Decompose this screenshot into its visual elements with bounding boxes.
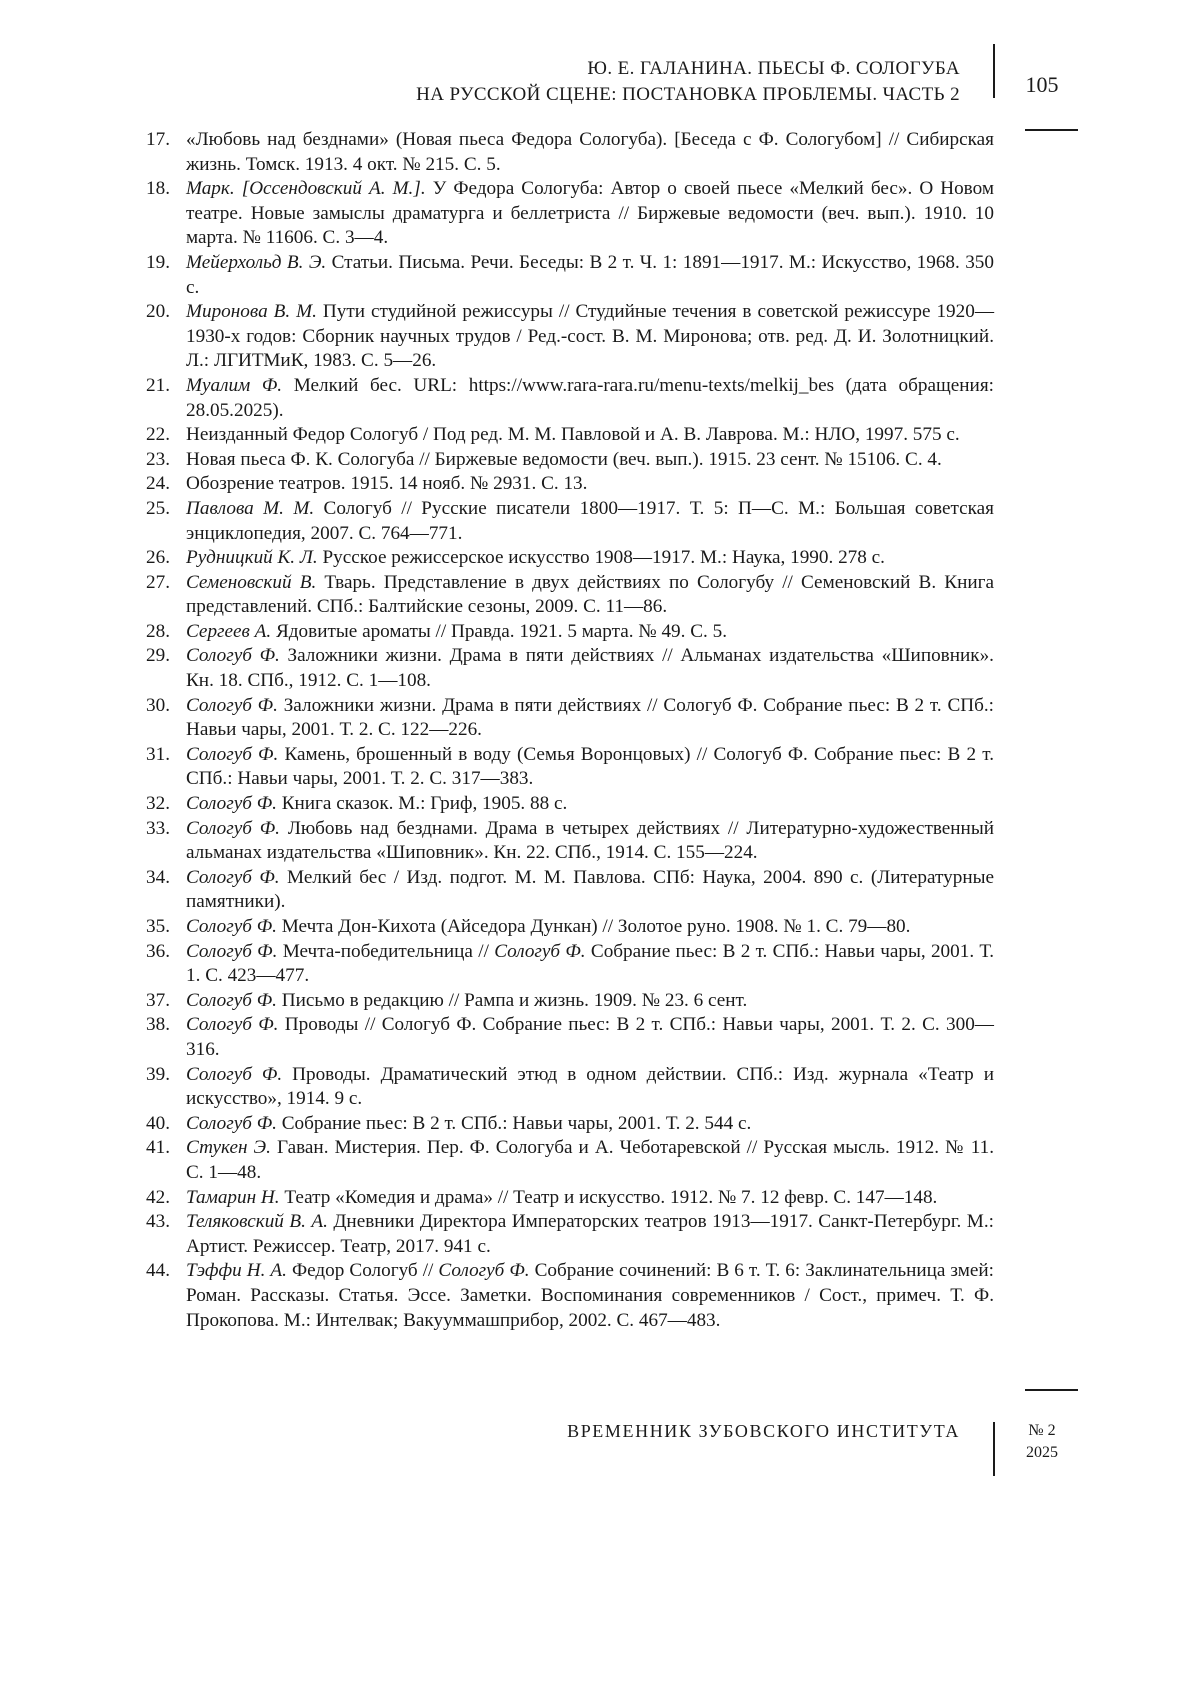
reference-item [118, 694, 994, 743]
reference-text [186, 1136, 994, 1185]
reference-text [186, 1210, 994, 1259]
reference-citation: Любовь над безднами. Драма в четырех действиях // Литературно-художественный альманах издательства «Шиповник». Кн. 22. СПб., 1914. С. 155—224. [186, 817, 994, 864]
reference-number: 17. [146, 129, 170, 150]
reference-citation: Пути студийной режиссуры // Студийные течения в советской режиссуре 1920—1930-х годов: Сборник научных трудов / Ред.-сост. В. М. Миронова; отв. ред. Д. И. Золотницкий. Л.: ЛГИТМиК, 1983. С. 5—26. [186, 301, 995, 372]
reference-citation: «Любовь над безднами» (Новая пьеса Федора Сологуба). [Беседа с Ф. Сологубом] // Сибирская жизнь. Томск. 1913. 4 окт. № 215. С. 5. [186, 129, 994, 175]
reference-citation: Собрание пьес: В 2 т. СПб.: Навьи чары, 2001. Т. 2. 544 с. [276, 1112, 752, 1134]
reference-author: Муалим Ф. [186, 374, 283, 396]
running-header [0, 0, 1100, 140]
reference-item [118, 1013, 994, 1062]
reference-item [118, 743, 994, 792]
reference-citation: Письмо в редакцию // Рампа и жизнь. 1909. № 23. 6 сент. [276, 989, 748, 1011]
reference-number: 20. [146, 301, 170, 323]
reference-citation: Заложники жизни. Драма в пяти действиях // Альманах издательства «Шиповник». Кн. 18. СПб., 1912. С. 1—108. [186, 645, 994, 692]
reference-citation: Обозрение театров. 1915. 14 нояб. № 2931. С. 13. [186, 473, 588, 495]
reference-item [118, 546, 994, 571]
reference-text [186, 300, 994, 374]
reference-text [186, 940, 994, 989]
reference-author: Сологуб Ф. [186, 940, 278, 962]
reference-text [186, 989, 994, 1014]
reference-number: 25. [146, 497, 170, 519]
reference-citation: Мелкий бес. URL: https://www.rara-rara.ru/menu-texts/melkij_bes (дата обращения: 28.05.2025). [186, 374, 994, 421]
reference-number: 28. [146, 620, 170, 642]
reference-number: 32. [146, 793, 170, 815]
reference-text [186, 423, 994, 448]
reference-number: 31. [146, 743, 170, 765]
reference-item [118, 448, 994, 473]
reference-author: Стукен Э. [186, 1137, 271, 1159]
reference-item [118, 989, 994, 1014]
reference-item [118, 1063, 994, 1112]
reference-number: 44. [146, 1260, 170, 1282]
reference-citation: У Федора Сологуба: Автор о своей пьесе «Мелкий бес». О Новом театре. Новые замыслы драматурга и беллетриста // Биржевые ведомости (веч. вып.). 1910. 10 марта. № 11606. С. 3—4. [186, 178, 994, 249]
reference-text [186, 792, 994, 817]
reference-citation: Гаван. Мистерия. Пер. Ф. Сологуба и А. Чеботаревской // Русская мысль. 1912. № 11. С. 1—48. [186, 1137, 994, 1183]
reference-citation: Неизданный Федор Сологуб / Под ред. М. М. Павловой и А. В. Лаврова. М.: НЛО, 1997. 575 с. [186, 424, 960, 446]
reference-number: 24. [146, 473, 170, 495]
running-title [416, 56, 960, 108]
reference-text [186, 694, 994, 743]
reference-text [186, 644, 994, 693]
reference-author: Марк. [Оссендовский А. М.]. [186, 178, 426, 200]
reference-citation: Проводы // Сологуб Ф. Собрание пьес: В 2 т. СПб.: Навьи чары, 2001. Т. 2. С. 300—316. [186, 1014, 994, 1060]
reference-text [186, 1112, 994, 1137]
reference-number: 18. [146, 178, 170, 200]
reference-number: 38. [146, 1014, 170, 1036]
reference-citation: Статьи. Письма. Речи. Беседы: В 2 т. Ч. 1: 1891—1917. М.: Искусство, 1968. 350 с. [186, 251, 994, 298]
reference-text [186, 472, 994, 497]
reference-text [186, 448, 994, 473]
reference-citation: Дневники Директора Императорских театров 1913—1917. Санкт-Петербург. М.: Артист. Режиссер. Театр, 2017. 941 с. [186, 1211, 994, 1257]
reference-citation: Мечта-победительница // [277, 940, 495, 962]
reference-citation: Мелкий бес / Изд. подгот. М. М. Павлова. СПб: Наука, 2004. 890 с. (Литературные памятники). [186, 866, 994, 913]
reference-number: 40. [146, 1112, 170, 1134]
reference-item [118, 472, 994, 497]
reference-citation: Проводы. Драматический этюд в одном действии. СПб.: Изд. журнала «Театр и искусство», 1914. 9 с. [186, 1063, 995, 1110]
reference-item [118, 792, 994, 817]
reference-number: 21. [146, 374, 170, 396]
reference-author: Мейерхольд В. Э. [186, 251, 327, 273]
reference-text [186, 1186, 994, 1211]
reference-author: Сологуб Ф. [186, 817, 280, 839]
reference-number: 34. [146, 866, 170, 888]
reference-citation: Мечта Дон-Кихота (Айседора Дункан) // Золотое руно. 1908. № 1. С. 79—80. [276, 916, 911, 937]
reference-citation: Новая пьеса Ф. К. Сологуба // Биржевые ведомости (веч. вып.). 1915. 23 сент. № 15106. С. 4. [186, 448, 942, 470]
reference-text [186, 374, 994, 423]
reference-author: Сергеев А. [186, 620, 272, 642]
reference-item [118, 1136, 994, 1185]
reference-number: 36. [146, 940, 170, 962]
reference-citation: Заложники жизни. Драма в пяти действиях // Сологуб Ф. Собрание пьес: В 2 т. СПб.: Навьи чары, 2001. Т. 2. С. 122—226. [186, 694, 994, 741]
reference-number: 33. [146, 817, 170, 839]
reference-citation: Федор Сологуб // [286, 1260, 439, 1282]
reference-item [118, 915, 994, 940]
reference-citation: Собрание пьес: В 2 т. СПб.: Навьи чары, 2001. Т. 1. С. 423—477. [186, 940, 995, 987]
reference-number: 37. [146, 989, 170, 1011]
reference-author: Сологуб Ф. [494, 940, 586, 962]
reference-text [186, 571, 994, 620]
reference-citation: Собрание сочинений: В 6 т. Т. 6: Заклинательница змей: Роман. Рассказы. Статья. Эссе. Заметки. Воспоминания современников / Сост., примеч. Т. Ф. Прокопова. М.: Интелвак; Вакууммашприбор, 2002. С. 467—483. [186, 1260, 994, 1331]
reference-text [186, 1063, 994, 1112]
reference-citation: Ядовитые ароматы // Правда. 1921. 5 марта. № 49. С. 5. [271, 620, 728, 642]
reference-number: 19. [146, 251, 170, 273]
reference-text [186, 177, 994, 251]
reference-text [186, 866, 994, 915]
reference-author: Сологуб Ф. [438, 1260, 530, 1282]
reference-author: Сологуб Ф. [186, 793, 277, 815]
reference-text [186, 1259, 994, 1333]
reference-text [186, 817, 994, 866]
reference-text [186, 620, 994, 645]
reference-number: 35. [146, 916, 170, 937]
reference-item [118, 177, 994, 251]
reference-item [118, 423, 994, 448]
reference-author: Тэффи Н. А. [186, 1260, 287, 1282]
reference-citation: Камень, брошенный в воду (Семья Воронцовых) // Сологуб Ф. Собрание пьес: В 2 т. СПб.: Навьи чары, 2001. Т. 2. С. 317—383. [186, 743, 994, 790]
reference-citation: Театр «Комедия и драма» // Театр и искусство. 1912. № 7. 12 февр. С. 147—148. [279, 1186, 938, 1208]
reference-item [118, 1259, 994, 1333]
reference-item [118, 571, 994, 620]
reference-item [118, 1210, 994, 1259]
reference-author: Теляковский В. А. [186, 1211, 328, 1233]
reference-author: Сологуб Ф. [186, 916, 277, 937]
reference-item [118, 817, 994, 866]
reference-item [118, 644, 994, 693]
reference-number: 39. [146, 1063, 170, 1085]
reference-item [118, 128, 994, 177]
issue-info [1012, 1420, 1072, 1464]
reference-author: Павлова М. М. [186, 497, 315, 519]
reference-text [186, 915, 994, 940]
footer-divider [993, 1422, 995, 1476]
reference-list [118, 128, 994, 1333]
reference-number: 26. [146, 547, 170, 569]
page-number-underline [1025, 129, 1078, 131]
reference-author: Рудницкий К. Л. [186, 547, 318, 569]
reference-number: 22. [146, 424, 170, 446]
reference-item [118, 620, 994, 645]
journal-name: ВРЕМЕННИК ЗУБОВСКОГО ИНСТИТУТА [567, 1421, 960, 1441]
running-title-line-1: Ю. Е. ГАЛАНИНА. ПЬЕСЫ Ф. СОЛОГУБА [587, 58, 960, 79]
reference-author: Семеновский В. [186, 571, 317, 593]
reference-text [186, 743, 994, 792]
reference-citation: Русское режиссерское искусство 1908—1917. М.: Наука, 1990. 278 с. [317, 547, 885, 569]
reference-item [118, 300, 994, 374]
reference-text [186, 1013, 994, 1062]
reference-citation: Книга сказок. М.: Гриф, 1905. 88 с. [276, 793, 568, 815]
reference-item [118, 866, 994, 915]
reference-item [118, 374, 994, 423]
reference-author: Сологуб Ф. [186, 1112, 277, 1134]
reference-author: Сологуб Ф. [186, 989, 277, 1011]
page-number: 105 [1025, 72, 1059, 97]
reference-citation: Сологуб // Русские писатели 1800—1917. Т. 5: П—С. М.: Большая советская энциклопедия, 2007. С. 764—771. [186, 497, 994, 544]
reference-number: 29. [146, 645, 170, 667]
reference-number: 42. [146, 1186, 170, 1208]
reference-text [186, 251, 994, 300]
reference-text [186, 546, 994, 571]
reference-item [118, 497, 994, 546]
reference-author: Тамарин Н. [186, 1186, 280, 1208]
reference-author: Миронова В. М. [186, 301, 317, 323]
footer-rule [1025, 1389, 1078, 1391]
reference-author: Сологуб Ф. [186, 1014, 279, 1036]
reference-item [118, 251, 994, 300]
reference-citation: Тварь. Представление в двух действиях по Сологубу // Семеновский В. Книга представлений. СПб.: Балтийские сезоны, 2009. С. 11—86. [186, 571, 994, 618]
reference-author: Сологуб Ф. [186, 743, 279, 765]
reference-number: 41. [146, 1137, 170, 1159]
issue-number: № 2 [1028, 1422, 1056, 1439]
reference-item [118, 1112, 994, 1137]
reference-author: Сологуб Ф. [186, 645, 280, 667]
reference-item [118, 940, 994, 989]
reference-author: Сологуб Ф. [186, 1063, 283, 1085]
reference-author: Сологуб Ф. [186, 694, 278, 716]
reference-text [186, 128, 994, 177]
reference-item [118, 1186, 994, 1211]
reference-text [186, 497, 994, 546]
reference-author: Сологуб Ф. [186, 866, 280, 888]
running-title-line-2: НА РУССКОЙ СЦЕНЕ: ПОСТАНОВКА ПРОБЛЕМЫ. ЧАСТЬ 2 [416, 84, 960, 105]
issue-year: 2025 [1026, 1444, 1058, 1461]
reference-number: 27. [146, 571, 170, 593]
reference-number: 43. [146, 1211, 170, 1233]
reference-number: 30. [146, 694, 170, 716]
reference-number: 23. [146, 448, 170, 470]
header-divider [993, 44, 995, 98]
